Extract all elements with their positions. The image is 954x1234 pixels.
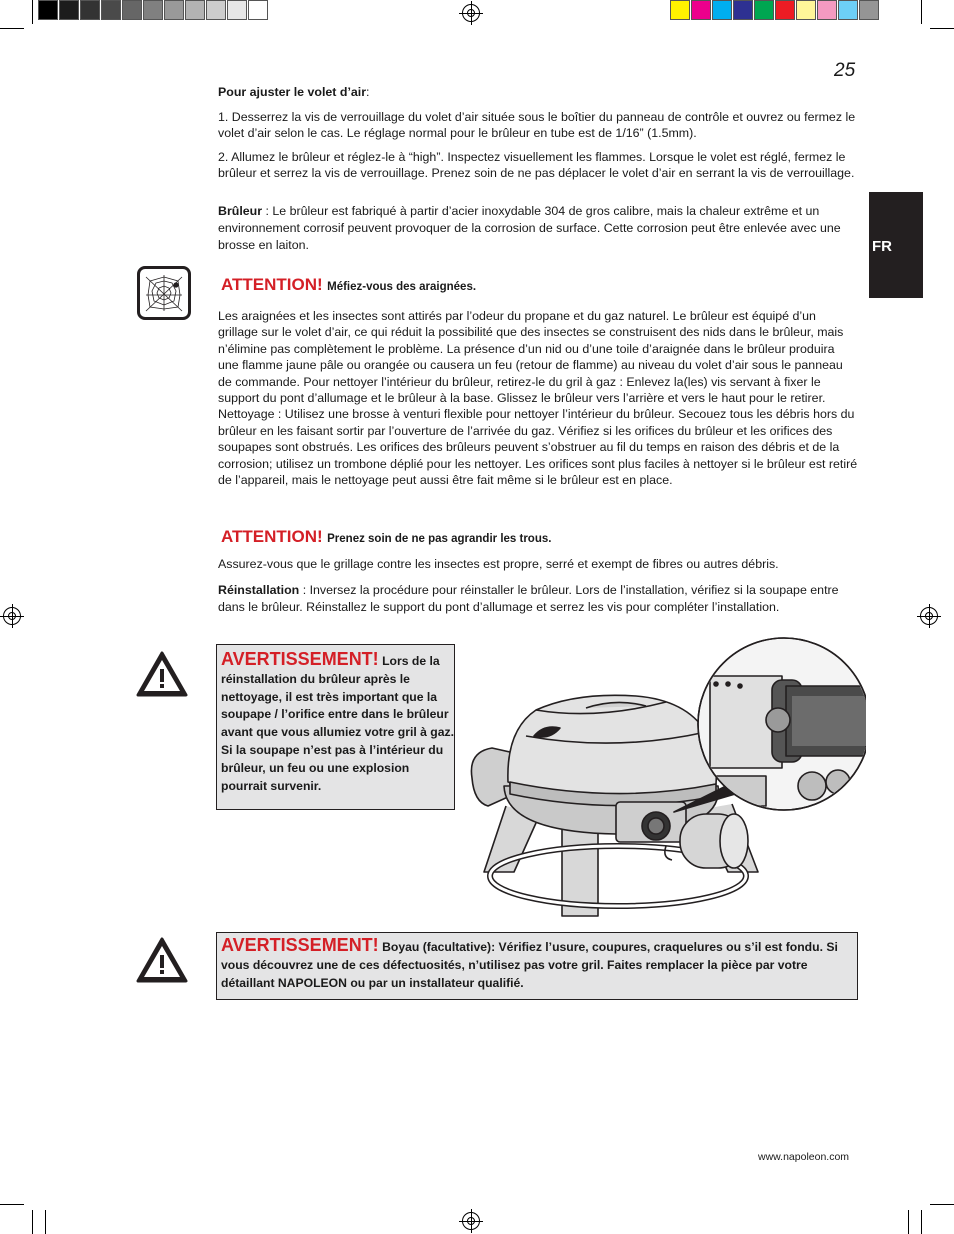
registration-mark [462,1212,480,1230]
burner-paragraph: Brûleur : Le brûleur est fabriqué à partir d’acier inoxydable 304 de gros calibre, mais la chaleur extrême et un environnement corrosif peuvent provoquer de la corrosion de surface. Cette corrosion peut être enlevée avec une brosse en laiton. [218,204,841,252]
registration-mark [3,607,21,625]
spider-web-icon [137,266,191,320]
color-swatch [817,0,837,20]
warning-text: Lors de la réinstallation du brûleur après le nettoyage, il est très important que la soupape / l’orifice entre dans le brûleur avant que vous allumiez votre gril à gaz. Si la soupape n’est pas à l’intérieur du brûleur, un feu ou une explosion pourrait survenir. [221,654,454,793]
crop-mark [921,0,922,24]
crop-mark [0,1204,24,1205]
attention-title: Prenez soin de ne pas agrandir les trous. [327,533,552,545]
crop-mark [45,1210,46,1234]
crop-mark [908,1210,909,1234]
crop-mark [32,0,33,24]
grill-with-burner-detail [466,636,866,922]
warning-triangle-icon [136,936,188,984]
color-swatch [754,0,774,20]
warning-text: Boyau (facultative): Vérifiez l’usure, coupures, craquelures ou s’il est fondu. Si vous découvrez une de ces défectuosités, n’utilisez pas votre gril. Faites remplacer la pièce par votre détaillant NAPOLEON ou par un installateur qualifié. [221,940,838,990]
warning-box-reinstall [216,644,455,810]
air-shutter-step-1: 1. Desserrez la vis de verrouillage du volet d’air située sous le boîtier du panneau de contrôle et ouvrez ou fermez le volet d’air selon le cas. Le réglage normal pour le brûleur en tube est de 1/16” (1.5mm). [218,110,856,141]
attention-title: Méfiez-vous des araignées. [327,281,477,293]
warning-title: AVERTISSEMENT! [221,935,379,955]
gray-swatch [122,0,142,20]
color-swatch [712,0,732,20]
color-swatch [775,0,795,20]
color-swatch [859,0,879,20]
color-swatch [838,0,858,20]
color-swatch [691,0,711,20]
insect-screen-paragraph: Assurez-vous que le grillage contre les insectes est propre, serré et exempt de fibres ou autres débris. [218,557,779,571]
warning-title: AVERTISSEMENT! [221,649,379,669]
gray-swatch [101,0,121,20]
spider-paragraph: Les araignées et les insectes sont attirés par l’odeur du propane et du gaz naturel. Le brûleur est équipé d’un grillage sur le volet d’air, ce qui réduit la possibilité que des insectes se construisent des nids dans le brûleur, mais n’élimine pas complètement le problème. La présence d’un nid ou d’une toile d’araignée dans le brûleur produira une flamme jaune pâle ou orangée ou causera un feu (retour de flamme) au niveau du volet d’air sous le panneau de commande. Pour nettoyer l’intérieur du brûleur, retirez-le du gril à gaz : Enlevez la(les) vis servant à fixer le support du pont d’allumage et le brûleur à la base. Glissez le brûleur vers l’arrière et vers le haut pour le retirer. Nettoyage : Utilisez une brosse à venturi flexible pour nettoyer l’intérieur du brûleur. Secouez tous les débris hors du brûleur en les faisant sortir par l’ouverture de l’arrivée du gaz. Vérifiez si les orifices du brûleur et les orifices des soupapes sont obstrués. Les orifices des brûleurs peuvent s’obstruer au fil du temps en raison des débris et de la corrosion; utilisez un trombone déplié pour les nettoyer. Les orifices sont plus faciles à nettoyer si le brûleur est retiré de l’appareil, mais le nettoyage peut aussi être fait même si le brûleur est en place. [218,309,858,488]
attention-label: ATTENTION! [221,527,323,546]
registration-mark [920,607,938,625]
language-tab [869,192,923,298]
footer-url: www.napoleon.com [758,1151,850,1163]
crop-mark [32,1210,33,1234]
gray-swatch [227,0,247,20]
gray-swatch [206,0,226,20]
gray-swatch [248,0,268,20]
attention-label: ATTENTION! [221,275,323,294]
crop-mark [930,1204,954,1205]
gray-swatch [59,0,79,20]
gray-swatch [143,0,163,20]
air-shutter-heading: Pour ajuster le volet d’air: [218,85,370,99]
crop-mark [930,28,954,29]
spider-attention-line [221,275,821,295]
color-swatch [733,0,753,20]
warning-box-hose [216,932,858,1000]
registration-mark [462,4,480,22]
gray-swatch [164,0,184,20]
gray-swatch [185,0,205,20]
page-number: 25 [834,60,856,81]
crop-mark [0,28,24,29]
crop-mark [921,1210,922,1234]
reinstallation-paragraph: Réinstallation : Inversez la procédure pour réinstaller le brûleur. Lors de l’installation, vérifiez si la soupape entre dans le brûleur. Réinstallez le support du pont d’allumage et serrez les vis pour compléter l’installation. [218,583,839,614]
gray-swatch [38,0,58,20]
air-shutter-step-2: 2. Allumez le brûleur et réglez-le à “high”. Inspectez visuellement les flammes. Lorsque le volet est réglé, fermez le brûleur et serrez la vis de verrouillage. Prenez soin de ne pas déplacer le volet d’air en serrant la vis de verrouillage. [218,150,855,181]
color-swatch [796,0,816,20]
holes-attention-line [221,527,821,547]
language-tab-label: FR [872,238,892,255]
color-swatch [670,0,690,20]
gray-swatch [80,0,100,20]
warning-triangle-icon [136,650,188,698]
